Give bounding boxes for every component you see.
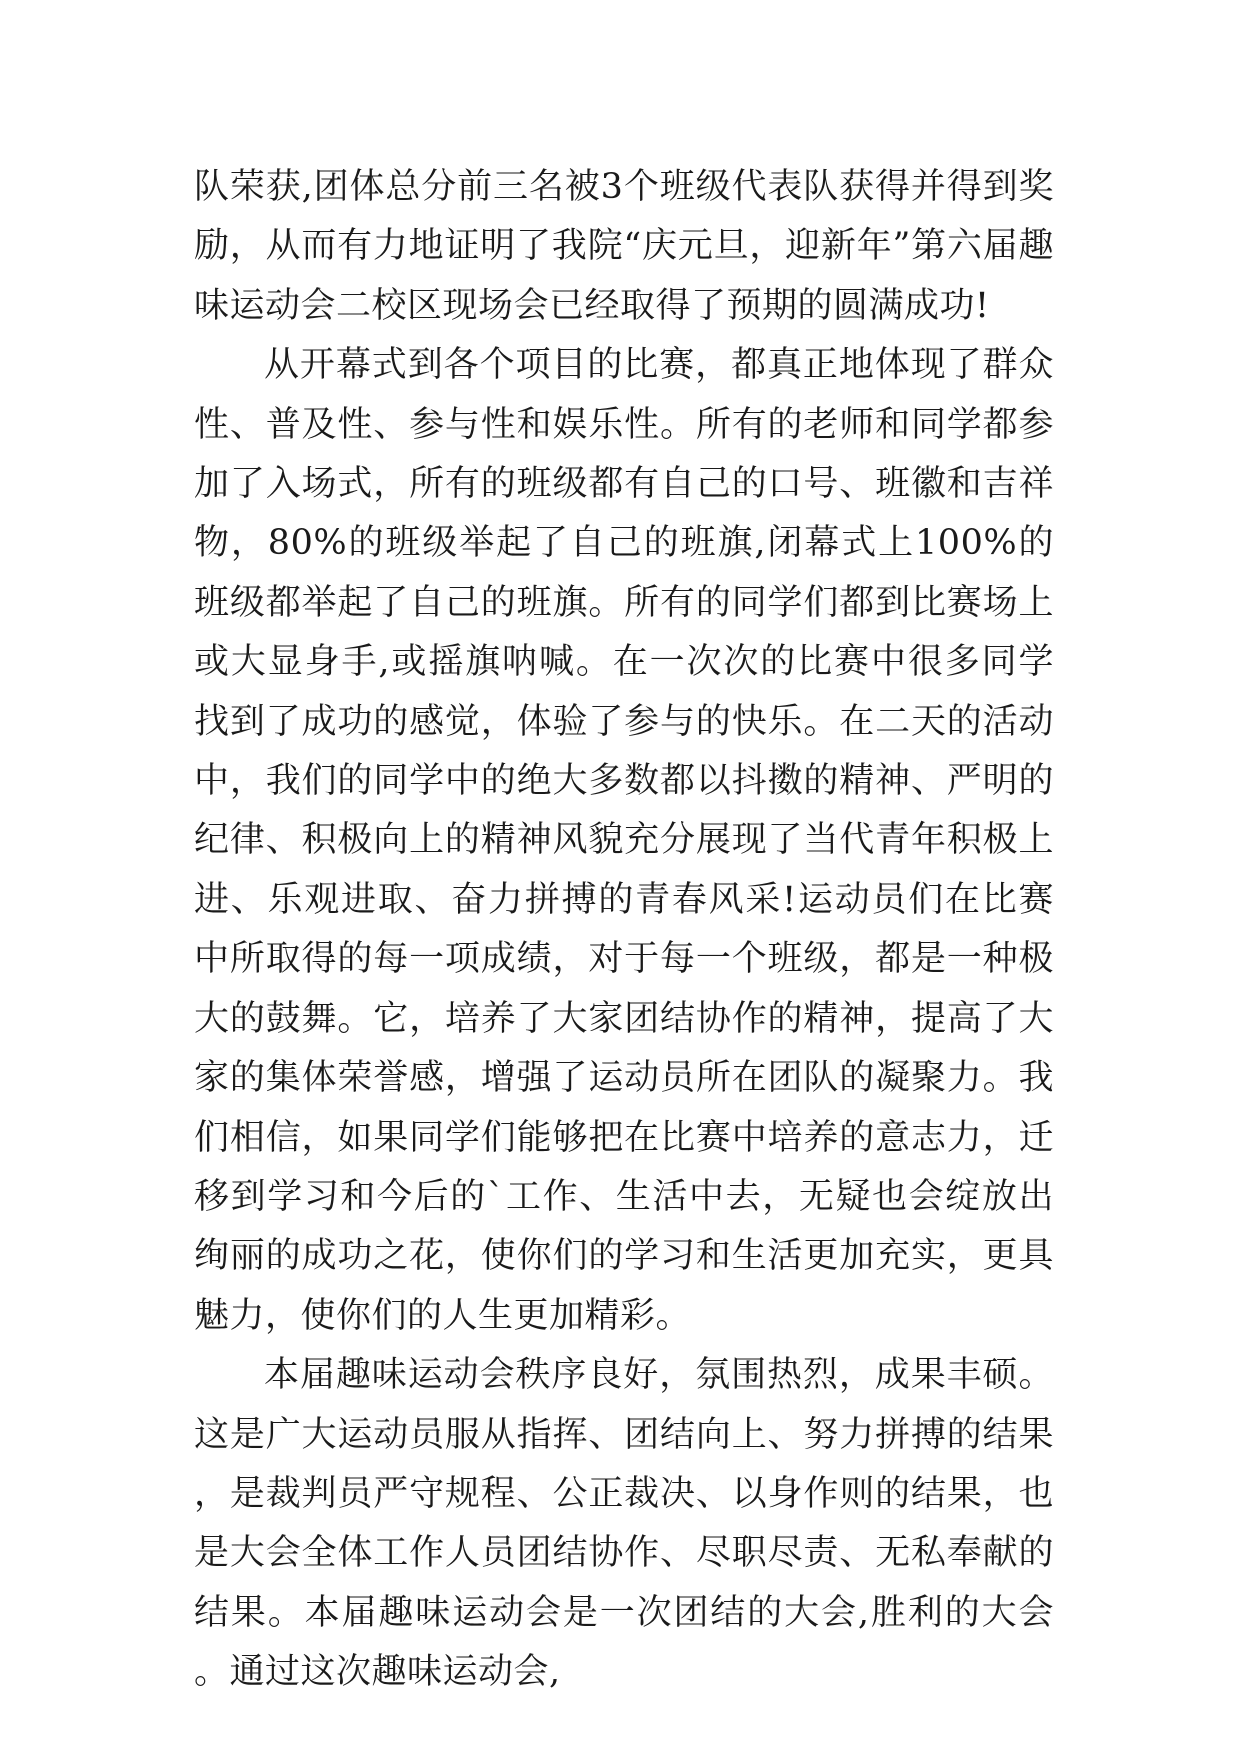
paragraph-3: 本届趣味运动会秩序良好，氛围热烈，成果丰硕。这是广大运动员服从指挥、团结向上、努力拼搏的结果，是裁判员严守规程、公正裁决、以身作则的结果，也是大会全体工作人员团结协作、尽职尽责、无私奉献的结果。本届趣味运动会是一次团结的大会,胜利的大会。通过这次趣味运动会, bbox=[194, 1355, 1054, 1693]
paragraph-1: 队荣获,团体总分前三名被3个班级代表队获得并得到奖励，从而有力地证明了我院“庆元旦，迎新年”第六届趣味运动会二校区现场会已经取得了预期的圆满成功! bbox=[194, 167, 1054, 326]
document-body bbox=[194, 158, 1054, 1703]
paragraph-2: 从开幕式到各个项目的比赛，都真正地体现了群众性、普及性、参与性和娱乐性。所有的老师和同学都参加了入场式，所有的班级都有自己的口号、班徽和吉祥物，80%的班级举起了自己的班旗,闭幕式上100%的班级都举起了自己的班旗。所有的同学们都到比赛场上或大显身手,或摇旗呐喊。在一次次的比赛中很多同学找到了成功的感觉，体验了参与的快乐。在二天的活动中，我们的同学中的绝大多数都以抖擞的精神、严明的纪律、积极向上的精神风貌充分展现了当代青年积极上进、乐观进取、奋力拼搏的青春风采!运动员们在比赛中所取得的每一项成绩，对于每一个班级，都是一种极大的鼓舞。它，培养了大家团结协作的精神，提高了大家的集体荣誉感，增强了运动员所在团队的凝聚力。我们相信，如果同学们能够把在比赛中培养的意志力，迁移到学习和今后的`工作、生活中去，无疑也会绽放出绚丽的成功之花，使你们的学习和生活更加充实，更具魅力，使你们的人生更加精彩。 bbox=[194, 345, 1054, 1336]
